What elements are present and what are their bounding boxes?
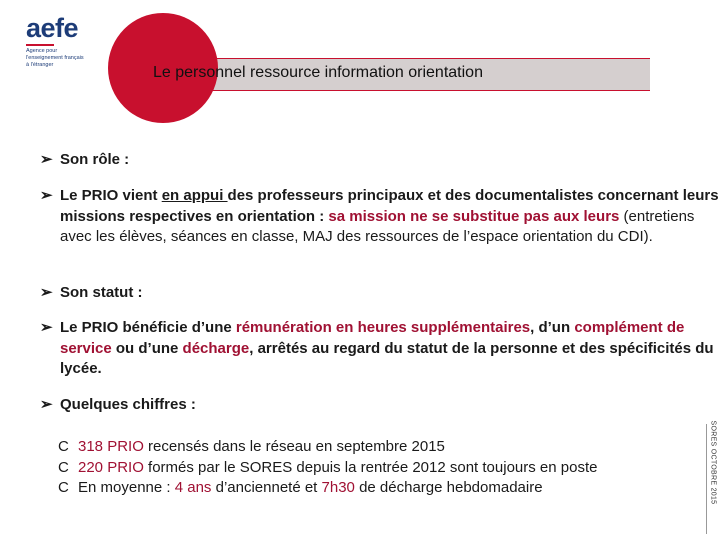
bullet-role-description bbox=[40, 186, 720, 248]
side-footer-label: SORES OCTOBRE 2015 bbox=[709, 420, 717, 505]
figure-text: de décharge hebdomadaire bbox=[354, 479, 543, 496]
arrow-bullet-icon: ➢ bbox=[40, 396, 53, 413]
role-text-highlight: sa mission ne se substitue pas aux leurs bbox=[328, 207, 620, 225]
bullet-status-description bbox=[40, 318, 720, 380]
status-highlight-3: décharge bbox=[182, 339, 250, 357]
role-text-2: des professeurs principaux et des documentalistes concernant leurs missions respectives en orientation : bbox=[60, 187, 719, 225]
logo-wordmark: aefe bbox=[26, 13, 79, 43]
arrow-bullet-icon: ➢ bbox=[40, 187, 53, 204]
status-text-2: , d’un bbox=[530, 319, 575, 336]
logo bbox=[26, 14, 106, 69]
side-divider bbox=[706, 424, 707, 534]
status-text-1: Le PRIO bénéficie d’une bbox=[60, 319, 236, 336]
logo-accent-bar bbox=[26, 44, 54, 46]
list-item bbox=[58, 478, 698, 499]
side-footer bbox=[706, 420, 720, 534]
figure-text: recensés dans le réseau en septembre 2015 bbox=[143, 438, 445, 455]
c-bullet-icon: C bbox=[58, 438, 69, 455]
role-text-underlined: en appui bbox=[161, 187, 228, 204]
figure-value: 220 PRIO bbox=[78, 458, 144, 476]
logo-subtitle-2: l'enseignement français bbox=[26, 55, 84, 61]
bullet-role-label: Son rôle : bbox=[60, 151, 130, 168]
logo-subtitle-3: à l'étranger bbox=[26, 62, 54, 68]
figure-value-2: 7h30 bbox=[321, 479, 355, 496]
figure-value: 318 PRIO bbox=[78, 438, 144, 455]
figure-middle: d’ancienneté et bbox=[211, 479, 322, 496]
logo-subtitle-1: Agence pour bbox=[26, 48, 58, 54]
list-item bbox=[58, 458, 698, 479]
arrow-bullet-icon: ➢ bbox=[40, 319, 53, 336]
figure-prefix: En moyenne : bbox=[78, 479, 175, 496]
role-text-1: Le PRIO vient bbox=[60, 187, 162, 204]
bullet-role bbox=[40, 150, 129, 171]
figure-text: formés par le SORES depuis la rentrée 2012 sont toujours en poste bbox=[143, 458, 598, 476]
status-text-3: ou d’une bbox=[111, 339, 183, 357]
figure-value: 4 ans bbox=[174, 479, 212, 496]
role-text-3: (entretiens avec les élèves, séances en classe, MAJ des ressources de l’espace orientation du CDI). bbox=[60, 207, 695, 245]
arrow-bullet-icon: ➢ bbox=[40, 284, 53, 301]
list-item bbox=[58, 437, 698, 458]
status-text-4: , arrêtés au regard du statut de la personne et des spécificités du lycée. bbox=[60, 339, 714, 377]
c-bullet-icon: C bbox=[58, 479, 69, 496]
bullet-figures-label: Quelques chiffres : bbox=[60, 396, 196, 413]
c-bullet-icon: C bbox=[58, 458, 69, 476]
bullet-figures bbox=[40, 395, 196, 416]
status-highlight-2: complément de service bbox=[60, 319, 685, 357]
bullet-status bbox=[40, 283, 143, 304]
bullet-status-label: Son statut : bbox=[60, 284, 143, 301]
page-title: Le personnel ressource information orientation bbox=[153, 64, 483, 81]
figures-list bbox=[58, 437, 698, 499]
arrow-bullet-icon: ➢ bbox=[40, 151, 53, 168]
status-highlight-1: rémunération en heures supplémentaires bbox=[235, 319, 531, 336]
